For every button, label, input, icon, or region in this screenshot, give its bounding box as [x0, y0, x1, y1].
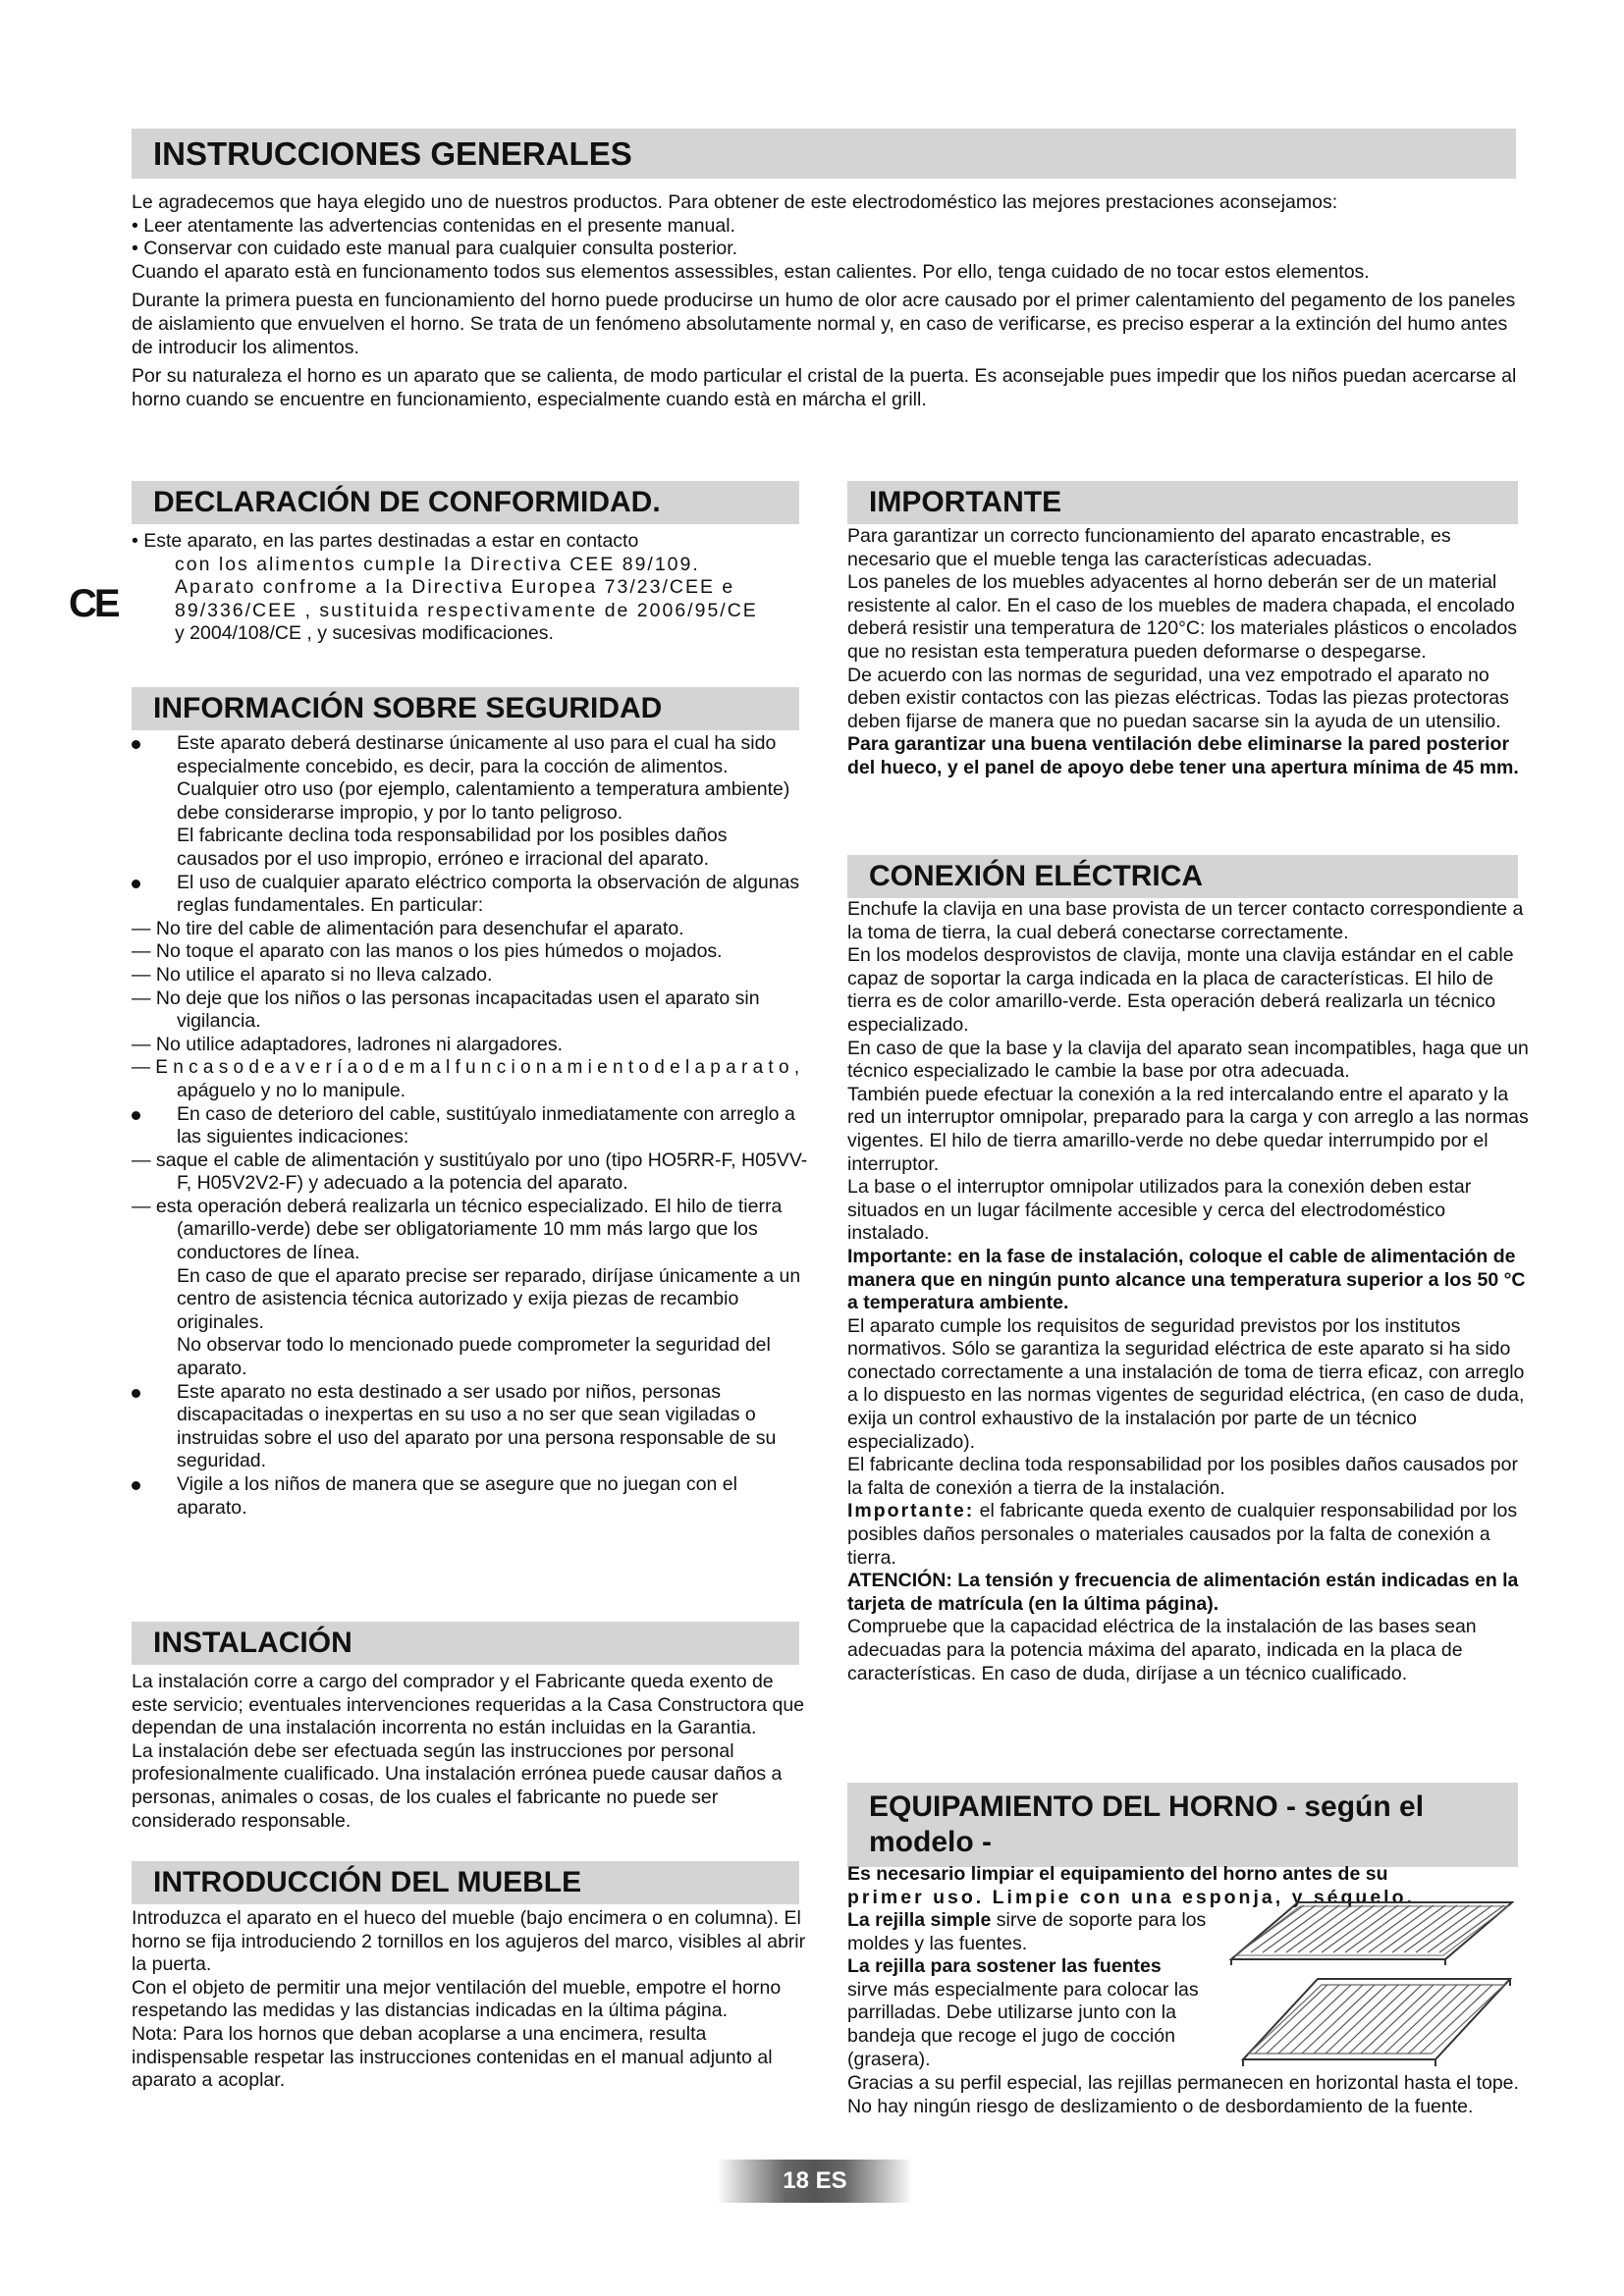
safety-dash-2: — No toque el aparato con las manos o los pies húmedos o mojados.: [132, 940, 723, 963]
equipment-title-line-2: modelo -: [869, 1826, 992, 1858]
electrical-p9: Importante: el fabricante queda exento de cualquier responsabilidad por los posibles daños personales o materiales causados por la falta de conexión a tierra.: [847, 1500, 1518, 1569]
conformity-l4: 89/336/CEE , sustituida respectivamente de 2006/95/CE: [175, 599, 758, 621]
electrical-p3: En caso de que la base y la clavija del aparato sean incompatibles, haga que un técnico especializado le cambie la base por otra adecuada.: [847, 1037, 1529, 1083]
electrical-p1: Enchufe la clavija en una base provista de un tercer contacto correspondiente a la toma de tierra, la cual deberá conectarse correctamente.: [847, 898, 1524, 943]
equipment-p1a: Es necesario limpiar el equipamiento del horno antes de su: [847, 1863, 1388, 1885]
furniture-p2: Con el objeto de permitir una mejor ventilación del mueble, empotre el horno respetando las medidas y las distancias indicadas en la última página.: [132, 1976, 782, 2022]
electrical-p7: El aparato cumple los requisitos de seguridad previstos por los institutos normativos. Sólo se garantiza la seguridad eléctrica de este aparato si ha sido conectado correctamente a una instalación de toma de tierra eficaz, con arreglo a lo dispuesto en las normas vigentes de seguridad eléctrica, (en caso de duda, exija un control exhaustivo de la instalación por parte de un técnico especializado).: [847, 1314, 1525, 1453]
section-title-equipment: [847, 1783, 1518, 1867]
section-title-general: INSTRUCCIONES GENERALES: [132, 129, 1516, 179]
conformity-l2: con los alimentos cumple la Directiva CEE 89/109.: [175, 553, 700, 575]
electrical-p2: En los modelos desprovistos de clavija, monte una clavija estándar en el cable capaz de soportar la carga indicada en la placa de características. El hilo de tierra es de color amarillo-verde. Esta operación deberá realizarla un técnico especializado.: [847, 944, 1514, 1036]
safety-dash-5: — No utilice adaptadores, ladrones ni alargadores.: [132, 1033, 564, 1055]
equipment-text-2: [847, 2072, 1525, 2118]
conformity-l3: Aparato confrome a la Directiva Europea 73/23/CEE e: [175, 576, 735, 599]
section-title-electrical: CONEXIÓN ELÉCTRICA: [847, 855, 1518, 898]
important-text: [847, 525, 1525, 780]
bullet-icon: [132, 1111, 140, 1120]
equipment-racks-text: [847, 1909, 1235, 2071]
section-title-furniture: INTRODUCCIÓN DEL MUEBLE: [132, 1861, 799, 1904]
important-p3: De acuerdo con las normas de seguridad, una vez empotrado el aparato no deben existir contactos con las piezas eléctricas. Todas las piezas protectoras deben fijarse de manera que no puedan sacarse sin la ayuda de un utensilio.: [847, 664, 1509, 732]
important-p4: Para garantizar una buena ventilación debe eliminarse la pared posterior del hueco, y el panel de apoyo debe tener una apertura mínima de 45 mm.: [847, 733, 1519, 778]
general-p3: Durante la primera puesta en funcionamiento del horno puede producirse un humo de olor acre causado por el primer calentamiento del pegamento de los paneles de aislamiento que envuelven el horno. Se trata de un fenómeno absolutamente normal y, en caso de verificarse, es preciso esperar a la extinción del humo antes de introducir los alimentos.: [132, 290, 1516, 358]
safety-dash-3: — No utilice el aparato si no lleva calzado.: [132, 963, 493, 986]
safety-dash-7: — saque el cable de alimentación y sustitúyalo por uno (tipo HO5RR-F, H05VV-F, H05V2V2-F) y adecuado a la potencia del aparato.: [132, 1148, 808, 1195]
electrical-p4: También puede efectuar la conexión a la red intercalando entre el aparato y la red un interruptor omnipolar, preparado para la carga y con arreglo a las normas vigentes. El hilo de tierra amarillo-verde no debe quedar interrumpido por el interruptor.: [847, 1083, 1529, 1175]
furniture-p3: Nota: Para los hornos que deban acoplarse a una encimera, resulta indispensable respetar las instrucciones contenidas en el manual adjunto al aparato a acoplar.: [132, 2022, 773, 2092]
important-p1: Para garantizar un correcto funcionamiento del aparato encastrable, es necesario que el mueble tenga las características adecuadas.: [847, 525, 1451, 570]
general-p2: Cuando el aparato està en funcionamento todos sus elementos assessibles, estan calientes. Por ello, tenga cuidado de no tocar estos elementos.: [132, 260, 1370, 283]
section-title-installation: INSTALACIÓN: [132, 1622, 799, 1665]
safety-item-2: El uso de cualquier aparato eléctrico comporta la observación de algunas reglas fundamentales. En particular:: [132, 872, 809, 918]
conformity-l5: y 2004/108/CE , y sucesivas modificaciones.: [175, 622, 554, 645]
safety-dash-8: — esta operación deberá realizarla un técnico especializado. El hilo de tierra (amarillo-verde) debe ser obligatoriamente 10 mm más largo que los conductores de línea.: [132, 1195, 783, 1264]
electrical-p6: Importante: en la fase de instalación, coloque el cable de alimentación de manera que en ningún punto alcance una temperatura superior a los 50 °C a temperatura ambiente.: [847, 1245, 1526, 1314]
equipment-p3: Gracias a su perfil especial, las rejillas permanecen en horizontal hasta el tope. No hay ningún riesgo de deslizamiento o de desbordamiento de la fuente.: [847, 2072, 1519, 2117]
bullet-icon: [132, 740, 140, 749]
electrical-p5: La base o el interruptor omnipolar utilizados para la conexión deben estar situados en un lugar fácilmente accesible y cerca del electrodoméstico instalado.: [847, 1176, 1472, 1245]
section-title-conformity: DECLARACIÓN DE CONFORMIDAD.: [132, 481, 799, 524]
bullet-icon: [132, 1389, 140, 1398]
page-number: 18 ES: [717, 2160, 913, 2203]
general-p1: Le agradecemos que haya elegido uno de nuestros productos. Para obtener de este electrodoméstico las mejores prestaciones aconsejamos:: [132, 191, 1338, 213]
installation-text: [132, 1671, 814, 1833]
equipment-rack-tray-text: sirve más especialmente para colocar las parrilladas. Debe utilizarse junto con la bandeja que recoge el jugo de cocción (grasera).: [847, 1978, 1199, 2070]
general-b2: • Conservar con cuidado este manual para cualquier consulta posterior.: [132, 238, 738, 260]
electrical-p11: Compruebe que la capacidad eléctrica de la instalación de las bases sean adecuadas para la potencia máxima del aparato, indicada en la placa de características. En caso de duda, diríjase a un técnico cualificado.: [847, 1616, 1477, 1684]
bullet-icon: [132, 880, 140, 888]
section-title-safety: INFORMACIÓN SOBRE SEGURIDAD: [132, 687, 799, 730]
safety-item-3: En caso de deterioro del cable, sustitúyalo inmediatamente con arreglo a las siguientes indicaciones:: [132, 1103, 809, 1149]
safety-item-1c: El fabricante declina toda responsabilidad por los posibles daños causados por el uso impropio, erróneo e irracional del aparato.: [177, 825, 728, 870]
conformity-l1: • Este aparato, en las partes destinadas a estar en contacto: [132, 530, 639, 552]
electrical-p10: ATENCIÓN: La tensión y frecuencia de alimentación están indicadas en la tarjeta de matrícula (en la última página).: [847, 1570, 1519, 1615]
electrical-p8: El fabricante declina toda responsabilidad por los posibles daños causados por la falta de conexión a tierra de la instalación.: [847, 1454, 1518, 1499]
installation-p1: La instalación corre a cargo del comprador y el Fabricante queda exento de este servicio; eventuales intervenciones requeridas a la Casa Constructora que dependan de una instalación incorrenta no están incluidas en la Garantia.: [132, 1671, 805, 1739]
tray-rack-image: [1239, 1971, 1514, 2069]
safety-dash-1: — No tire del cable de alimentación para desenchufar el aparato.: [132, 917, 684, 939]
safety-dash-6b: apáguelo y no lo manipule.: [177, 1079, 406, 1101]
installation-p2: La instalación debe ser efectuada según las instrucciones por personal profesionalmente cualificado. Una instalación errónea puede causar daños a personas, animales o cosas, de los cuales el fabricante no puede ser considerado responsable.: [132, 1739, 783, 1832]
furniture-p1: Introduzca el aparato en el hueco del mueble (bajo encimera o en columna). El horno se fija introduciendo 2 tornillos en los agujeros del marco, visibles al abrir la puerta.: [132, 1907, 806, 1976]
safety-item-4: Este aparato no esta destinado a ser usado por niños, personas discapacitadas o inexpertas en su uso a no ser que sean vigiladas o instruidas sobre el uso del aparato por una persona responsable de su seguridad.: [132, 1381, 809, 1473]
safety-item-1: Este aparato deberá destinarse únicamente al uso para el cual ha sido especialmente concebido, es decir, para la cocción de alimentos.: [132, 732, 809, 778]
important-p2: Los paneles de los muebles adyacentes al horno deberán ser de un material resistente al calor. En el caso de los muebles de madera chapada, el encolado deberá resistir una temperatura de 120°C: los materiales plásticos o encolados que no resistan esta temperatura pueden deformarse o despegarse.: [847, 571, 1517, 663]
equipment-title-line-1: EQUIPAMIENTO DEL HORNO - según el: [869, 1790, 1425, 1823]
furniture-text: [132, 1907, 809, 2093]
equipment-rack-simple: La rejilla simple sirve de soporte para los moldes y las fuentes.: [847, 1909, 1207, 1954]
equipment-rack-tray-title: La rejilla para sostener las fuentes: [847, 1955, 1162, 1978]
section-title-important: IMPORTANTE: [847, 481, 1518, 524]
conformity-text: [132, 530, 799, 646]
bullet-icon: [132, 1481, 140, 1490]
safety-item-1b: Cualquier otro uso (por ejemplo, calentamiento a temperatura ambiente) debe considerarse impropio, y por lo tanto peligroso.: [177, 778, 790, 824]
general-text: [132, 191, 1518, 411]
ce-mark-icon: CE: [69, 582, 118, 625]
safety-text: [132, 732, 809, 1520]
simple-rack-image: [1229, 1896, 1514, 1967]
safety-dash-6: — E n c a s o d e a v e r í a o d e m a l f u n c i o n a m i e n t o d e l a p a r a t o ,: [132, 1057, 800, 1079]
safety-dash-8c: No observar todo lo mencionado puede comprometer la seguridad del aparato.: [177, 1334, 771, 1380]
general-b1: • Leer atentamente las advertencias contenidas en el presente manual.: [132, 214, 735, 237]
safety-item-5: Vigile a los niños de manera que se asegure que no juegan con el aparato.: [132, 1473, 809, 1520]
electrical-text: [847, 898, 1530, 1685]
safety-dash-8b: En caso de que el aparato precise ser reparado, diríjase únicamente a un centro de asistencia técnica autorizado y exija piezas de recambio originales.: [177, 1264, 801, 1333]
equipment-p1b: primer uso. Limpie con una esponja, y séquelo.: [847, 1886, 1415, 1908]
safety-dash-4: — No deje que los niños o las personas incapacitadas usen el aparato sin vigilancia.: [132, 987, 760, 1033]
general-p4: Por su naturaleza el horno es un aparato que se calienta, de modo particular el cristal de la puerta. Es aconsejable pues impedir que los niños puedan acercarse al horno cuando se encuentre en funcionamiento, especialmente cuando està en márcha el grill.: [132, 365, 1517, 410]
